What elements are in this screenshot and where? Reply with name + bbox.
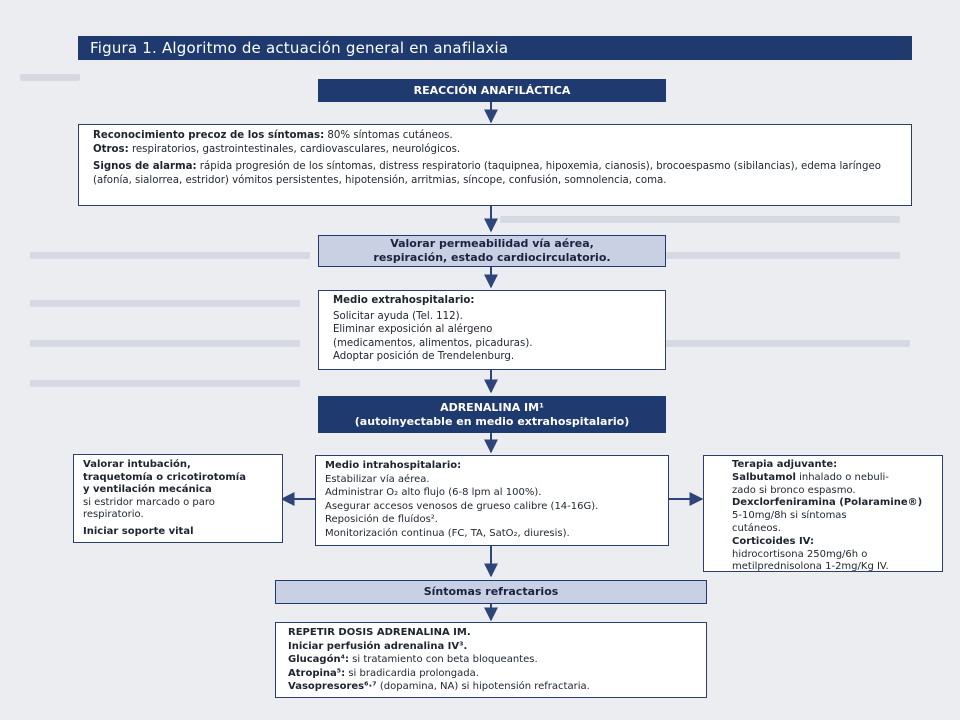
valorar-line2: respiración, estado cardiocirculatorio. — [373, 251, 611, 264]
signos-alarma-label: Signos de alarma: — [93, 161, 197, 172]
perfusion-line: Iniciar perfusión adrenalina IV³. — [288, 640, 468, 652]
node-repetir-dosis — [275, 622, 707, 698]
extrahospitalario-item-trendelenburg: Adoptar posición de Trendelenburg. — [333, 351, 515, 362]
intubacion-condition: si estridor marcado o paro — [83, 496, 215, 508]
extrahospitalario-item-ayuda: Solicitar ayuda (Tel. 112). — [333, 310, 463, 322]
dexclorfeniramina-label: Dexclorfeniramina (Polaramine®) — [732, 497, 923, 509]
corticoides-text: hidrocortisona 250mg/6h o — [732, 548, 868, 560]
intrahospitalario-item-via-aerea: Estabilizar vía aérea. — [325, 473, 430, 485]
extrahospitalario-heading: Medio extrahospitalario: — [333, 295, 475, 306]
node-adrenalina-im — [318, 396, 666, 433]
valorar-line1: Valorar permeabilidad vía aérea, — [390, 237, 594, 250]
glucagon-text: si tratamiento con beta bloqueantes. — [348, 654, 538, 666]
node-medio-extrahospitalario — [318, 290, 666, 370]
node-valorar-intubacion — [73, 454, 283, 543]
intubacion-line1: Valorar intubación, — [83, 459, 191, 470]
node-reaccion-anafilactica — [318, 79, 666, 102]
otros-text: respiratorios, gastrointestinales, cardiovasculares, neurológicos. — [128, 143, 461, 155]
extrahospitalario-item-eliminar: Eliminar exposición al alérgeno — [333, 324, 493, 335]
intrahospitalario-item-fluidos: Reposición de fluídos². — [325, 514, 438, 525]
corticoides-text-cont: metilprednisolona 1-2mg/Kg IV. — [732, 561, 889, 573]
intrahospitalario-item-accesos: Asegurar accesos venosos de grueso calibre (14-16G). — [325, 500, 599, 512]
vasopresores-text: (dopamina, NA) si hipotensión refractaria. — [376, 681, 590, 693]
atropina-text: si bradicardia prolongada. — [345, 667, 479, 679]
node-reaccion-label: REACCIÓN ANAFILÁCTICA — [413, 83, 571, 97]
soporte-vital: Iniciar soporte vital — [83, 525, 194, 537]
adjuvante-heading: Terapia adjuvante: — [732, 459, 838, 470]
atropina-label: Atropina⁵: — [288, 667, 346, 679]
glucagon-label: Glucagón⁴: — [288, 654, 349, 666]
dexclorfeniramina-text: 5-10mg/8h si síntomas — [732, 510, 847, 522]
signos-alarma-text: rápida progresión de los síntomas, distress respiratorio (taquipnea, hipoxemia, cianosis), brocoespasmo (sibilancias), edema laríngeo (afonía, sialorrea, estridor) vómitos persistentes, hipotensión, arritmias, síncope, confusión, somnolencia, coma. — [93, 161, 881, 186]
intubacion-line2: traquetomía o cricotirotomía — [83, 471, 246, 483]
node-reconocimiento — [78, 124, 912, 206]
repetir-dosis-line: REPETIR DOSIS ADRENALINA IM. — [288, 627, 471, 638]
adrenalina-line2: (autoinyectable en medio extrahospitalario) — [354, 414, 630, 428]
otros-label: Otros: — [93, 143, 129, 155]
adrenalina-line1: ADRENALINA IM¹ — [440, 400, 544, 414]
node-valorar — [318, 235, 666, 267]
intubacion-condition-cont: respiratorio. — [83, 509, 144, 520]
reconocimiento-label: Reconocimiento precoz de los síntomas: — [93, 130, 325, 141]
node-medio-intrahospitalario — [315, 455, 669, 546]
refractarios-label: Síntomas refractarios — [423, 585, 559, 598]
salbutamol-label: Salbutamol — [732, 471, 796, 483]
node-sintomas-refractarios — [275, 580, 707, 604]
intrahospitalario-heading: Medio intrahospitalario: — [325, 460, 462, 471]
salbutamol-text-cont: zado si bronco espasmo. — [732, 484, 856, 496]
intrahospitalario-item-monitorizacion: Monitorización continua (FC, TA, SatO₂, diuresis). — [325, 527, 570, 539]
intrahospitalario-item-oxigeno: Administrar O₂ alto flujo (6-8 lpm al 100%). — [325, 487, 542, 498]
figure-title: Figura 1. Algoritmo de actuación general en anafilaxia — [78, 36, 912, 60]
node-terapia-adjuvante — [703, 455, 943, 572]
reconocimiento-text: 80% síntomas cutáneos. — [324, 130, 453, 141]
intubacion-line3: y ventilación mecánica — [83, 484, 212, 495]
extrahospitalario-item-eliminar-detail: (medicamentos, alimentos, picaduras). — [333, 337, 533, 349]
dexclorfeniramina-text-cont: cutáneos. — [732, 522, 781, 534]
vasopresores-label: Vasopresores⁶·⁷ — [288, 681, 377, 693]
salbutamol-text: inhalado o nebuli- — [795, 471, 889, 483]
corticoides-label: Corticoides IV: — [732, 535, 814, 547]
